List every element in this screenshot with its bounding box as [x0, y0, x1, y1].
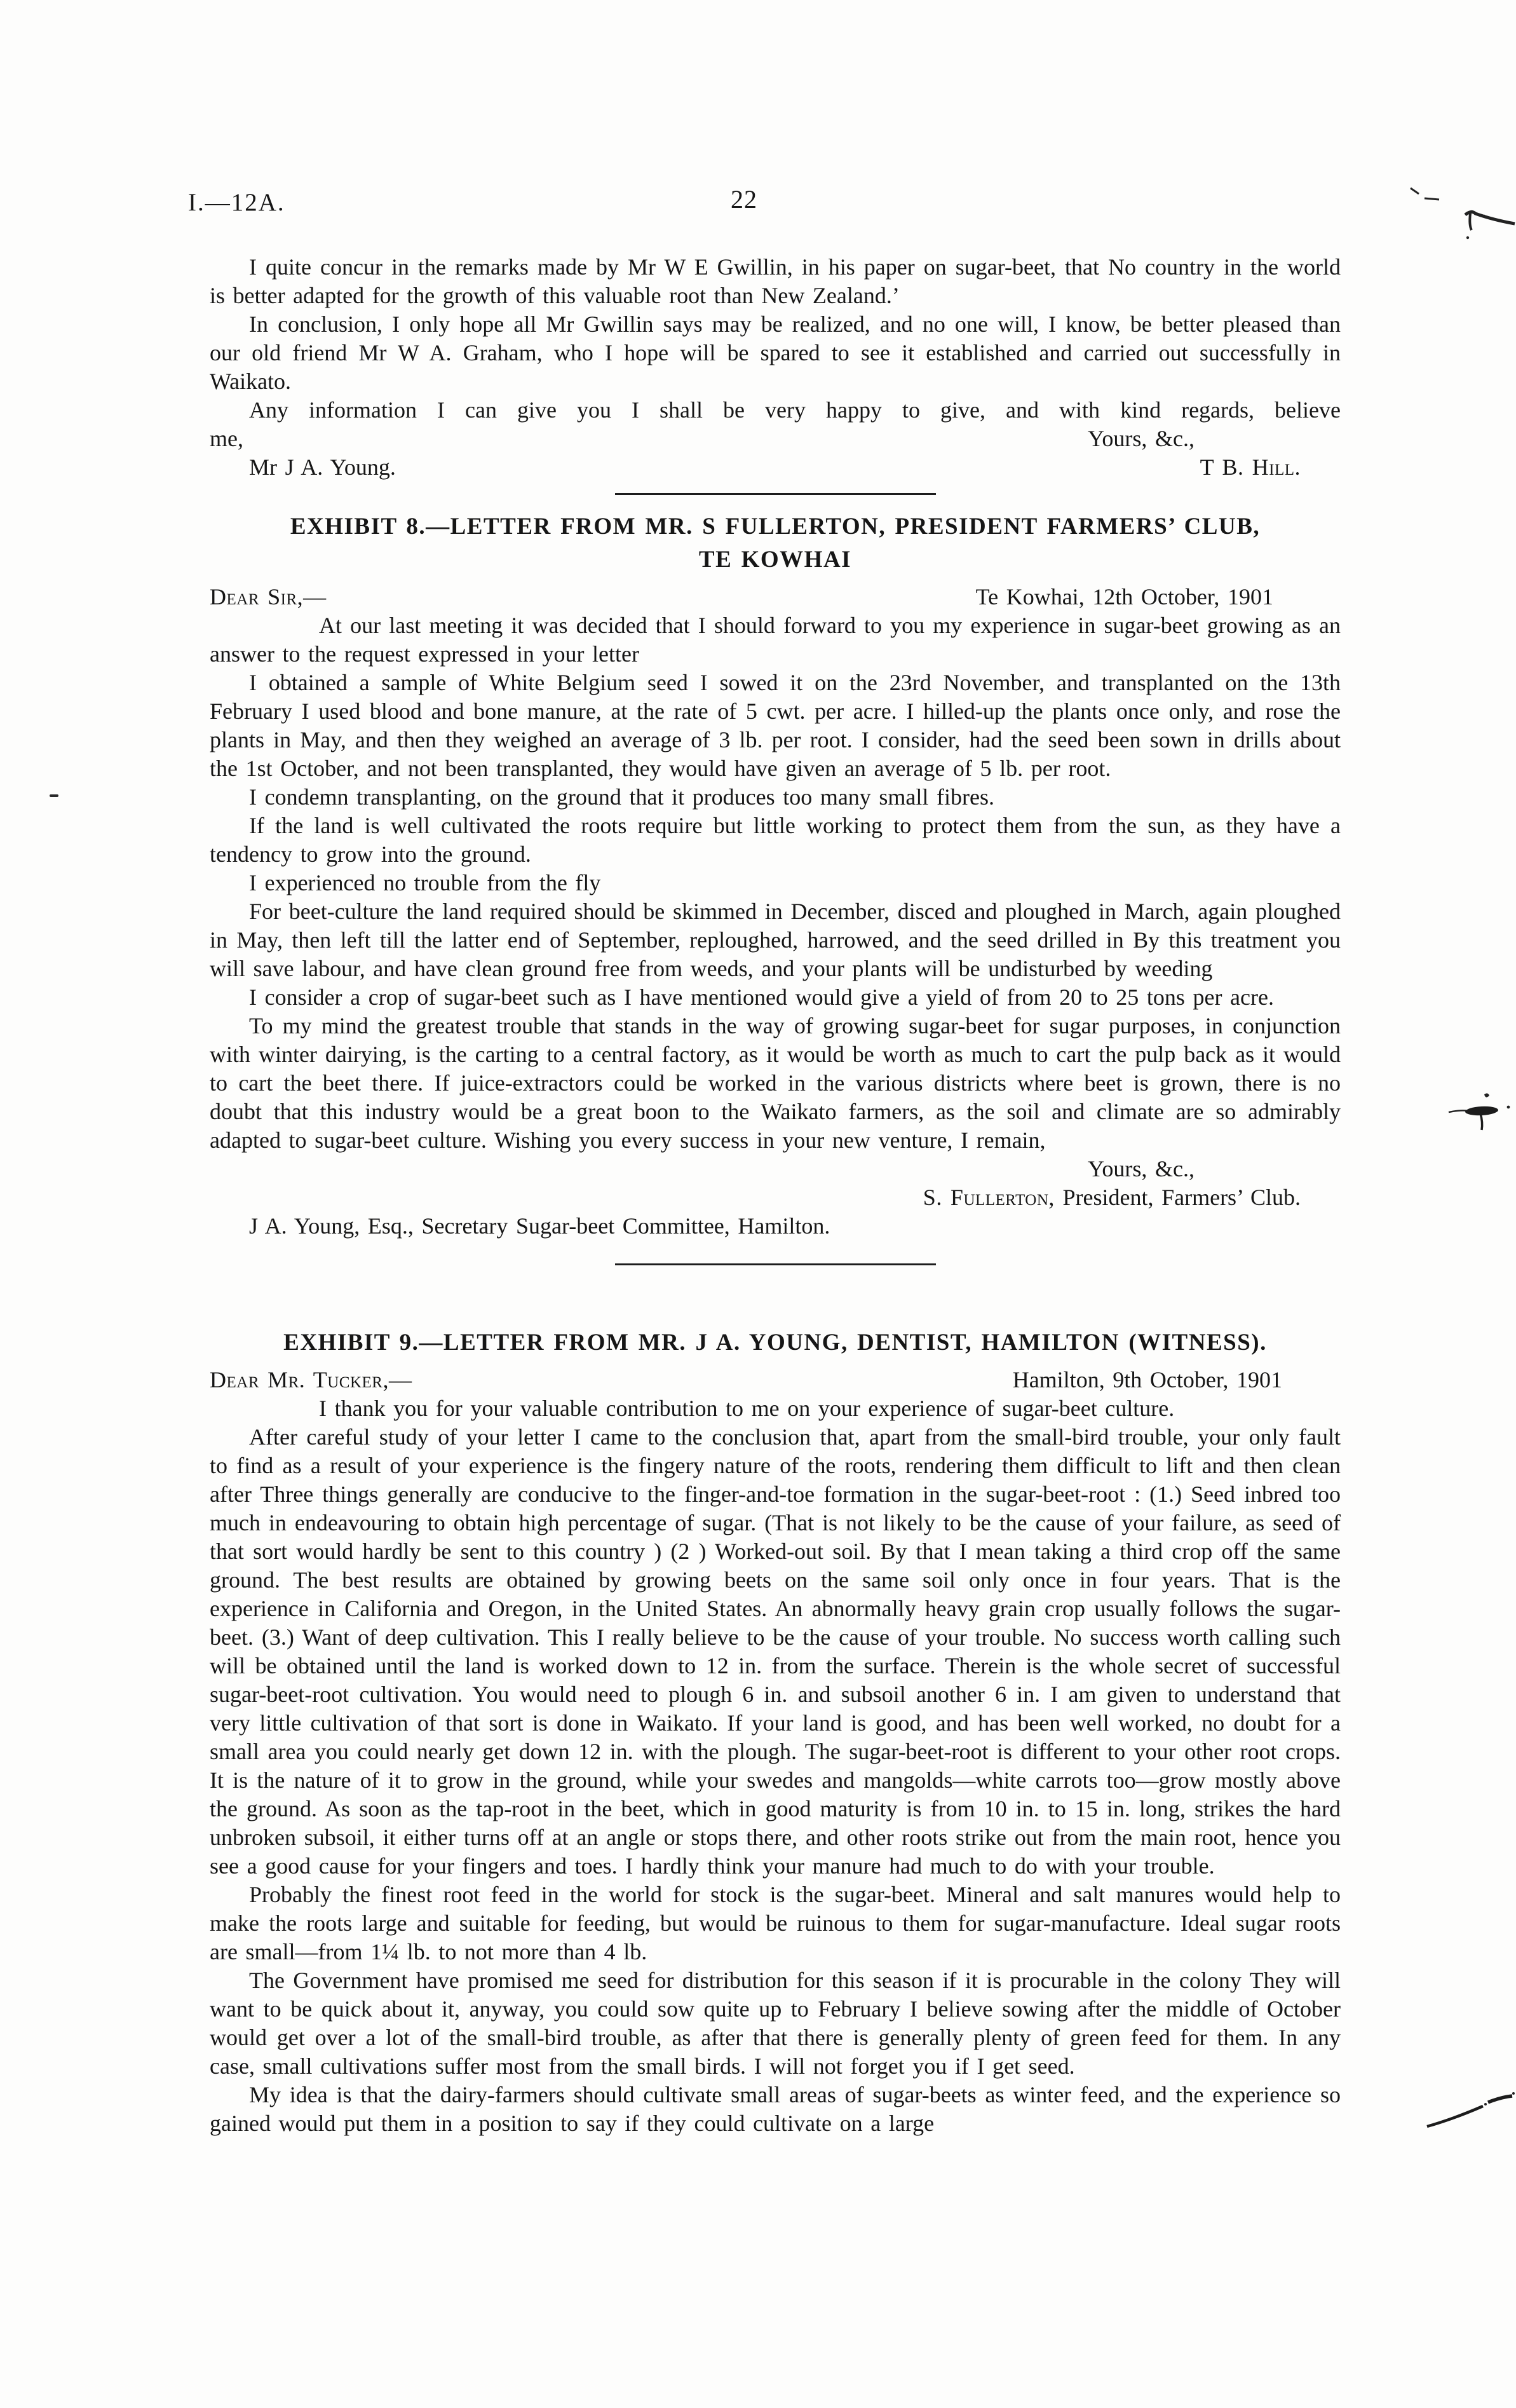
ink-blot-mark [1442, 1088, 1516, 1149]
paragraph-fly: I experienced no trouble from the fly [249, 870, 601, 895]
section-divider [615, 1263, 936, 1265]
paragraph-culture: For beet-culture the land required should be skimmed in December, disced and ploughed in March, again ploughed in May, then left till the latter end of September, reploughed, harrowed, and the seed drilled in By this treatment you will save labour, and have clean ground free from weeds, and your plants will be undisturbed by weeding [210, 899, 1341, 981]
letter-closing: Yours, &c., [1088, 1156, 1195, 1181]
page-number: 22 [731, 185, 757, 214]
paragraph-any-information: Any information I can give you I shall be very happy to give, and with kind regards, believe [249, 397, 1341, 423]
page-body [210, 253, 1341, 2138]
letter-salutation: Dear Sir,— [210, 584, 327, 609]
paragraph-thanks: I thank you for your valuable contribution to me on your experience of sugar-beet culture. [319, 1396, 1175, 1421]
doc-reference: I.—12A. [188, 189, 285, 216]
exhibit-9-heading [210, 1326, 1341, 1359]
letter-signature: T B. Hill. [1200, 454, 1301, 480]
exhibit-8-heading-line1: EXHIBIT 8.—LETTER FROM MR. S FULLERTON, PRESIDENT FARMERS’ CLUB, [290, 514, 1261, 540]
paragraph-land: If the land is well cultivated the roots require but little working to protect them from the sun, as they have a tendency to grow into the ground. [210, 813, 1341, 867]
exhibit-8-heading [210, 510, 1341, 576]
salutation-line [210, 583, 1341, 611]
letter-dateline: Te Kowhai, 12th October, 1901 [975, 584, 1273, 609]
paragraph-condemn: I condemn transplanting, on the ground that it produces too many small fibres. [249, 784, 994, 810]
letter-signature: S. Fullerton, [923, 1185, 1055, 1210]
paragraph-feed: Probably the finest root feed in the world for stock is the sugar-beet. Mineral and salt manures would help to make the roots large and suitable for feeding, but would be ruinous to them for sugar-manufacture. Ideal sugar roots are small—from 1¼ lb. to not more than 4 lb. [210, 1882, 1341, 1964]
running-head [0, 184, 1516, 222]
paragraph-yield: I consider a crop of sugar-beet such as I have mentioned would give a yield of from 20 to 25 tons per acre. [249, 984, 1274, 1010]
exhibit-8-letter [210, 510, 1341, 1241]
closing-line-left: me, [210, 426, 243, 451]
paragraph-meeting: At our last meeting it was decided that I should forward to you my experience in sugar-beet growing as an answer to the request expressed in your letter [210, 613, 1341, 667]
signature-line [210, 1183, 1341, 1212]
letter-dateline: Hamilton, 9th October, 1901 [1012, 1367, 1282, 1392]
exhibit-8-heading-line2: TE KOWHAI [698, 547, 852, 573]
exhibit-9-heading-line1: EXHIBIT 9.—LETTER FROM MR. J A. YOUNG, DENTIST, HAMILTON (WITNESS). [283, 1330, 1267, 1356]
signature-line [210, 453, 1341, 482]
section-divider [615, 493, 936, 495]
paragraph-obtained: I obtained a sample of White Belgium seed I sowed it on the 23rd November, and transplanted on the 13th February I used blood and bone manure, at the rate of 5 cwt. per acre. I hilled-up the plants once only, and rose the plants in May, and then they weighed an average of 3 lb. per root. I consider, had the seed been sown in drills about the 1st October, and not been transplanted, they would have given an average of 5 lb. per root. [210, 670, 1341, 781]
paragraph-idea: My idea is that the dairy-farmers should cultivate small areas of sugar-beets as winter feed, and the experience so gained would put them in a position to say if they could cultivate on a large [210, 2082, 1341, 2136]
pencil-mark-top-right [1397, 177, 1516, 247]
margin-dash-mark [50, 794, 58, 797]
pencil-stroke-bottom-right [1422, 2088, 1516, 2134]
signature-title: President, Farmers’ Club. [1054, 1185, 1301, 1210]
letter-addressee: Mr J A. Young. [249, 454, 396, 480]
paragraph-concur: I quite concur in the remarks made by Mr W E Gwillin, in his paper on sugar-beet, that No country in the world is better adapted for the growth of this valuable root than New Zealand.’ [210, 254, 1341, 308]
letter-addressee: J A. Young, Esq., Secretary Sugar-beet Committee, Hamilton. [249, 1213, 830, 1239]
letter-closing: Yours, &c., [1088, 426, 1195, 451]
exhibit-9-letter [210, 1326, 1341, 2138]
salutation-line [210, 1366, 1341, 1394]
closing-line [210, 425, 1341, 453]
paragraph-government: The Government have promised me seed for distribution for this season if it is procurable in the colony They will want to be quick about it, anyway, you could sow quite up to February I believe sowing after the middle of October would get over a lot of the small-bird trouble, as after that there is generally plenty of green feed for them. In any case, small cultivations suffer most from the small birds. I will not forget you if I get seed. [210, 1968, 1341, 2079]
hill-letter-continuation [210, 253, 1341, 482]
letter-salutation: Dear Mr. Tucker,— [210, 1367, 412, 1392]
paragraph-trouble: To my mind the greatest trouble that stands in the way of growing sugar-beet for sugar purposes, in conjunction with winter dairying, is the carting to a central factory, as it would be worth as much to cart the pulp back as it would to cart the beet there. If juice-extractors could be worked in the various districts where beet is grown, there is no doubt that this industry would be a great boon to the Waikato farmers, as the soil and climate are so admirably adapted to sugar-beet culture. Wishing you every success in your new venture, I remain, [210, 1013, 1341, 1153]
paragraph-conclusion: In conclusion, I only hope all Mr Gwillin says may be realized, and no one will, I know, be better pleased than our old friend Mr W A. Graham, who I hope will be spared to see it established and carried out successfully in Waikato. [210, 311, 1341, 394]
paragraph-analysis: After careful study of your letter I came to the conclusion that, apart from the small-bird trouble, your only fault to find as a result of your experience is the fingery nature of the roots, rendering them difficult to lift and then clean after Three things generally are conducive to the finger-and-toe formation in the sugar-beet-root : (1.) Seed inbred too much in endeavouring to obtain high percentage of sugar. (That is not likely to be the cause of your failure, as seed of that sort would hardly be sent to this country ) (2 ) Worked-out soil. By that I mean taking a third crop off the same ground. The best results are obtained by growing beets on the same soil only once in four years. That is the experience in California and Oregon, in the United States. An abnormally heavy grain crop usually follows the sugar-beet. (3.) Want of deep cultivation. This I really believe to be the cause of your trouble. No success worth calling such will be obtained until the land is worked down to 12 in. from the surface. Therein is the whole secret of successful sugar-beet-root cultivation. You would need to plough 6 in. and subsoil another 6 in. I am given to understand that very little cultivation of that sort is done in Waikato. If your land is good, and has been well worked, no doubt for a small area you could nearly get down 12 in. with the plough. The sugar-beet-root is different to your other root crops. It is the nature of it to grow in the ground, while your swedes and mangolds—white carrots too—grow mostly above the ground. As soon as the tap-root in the beet, which in good maturity is from 10 in. to 15 in. long, strikes the hard unbroken subsoil, it either turns off at an angle or stops there, and other roots strike out from the main root, hence you see a good cause for your fingers and toes. I hardly think your manure had much to do with your trouble. [210, 1424, 1341, 1879]
